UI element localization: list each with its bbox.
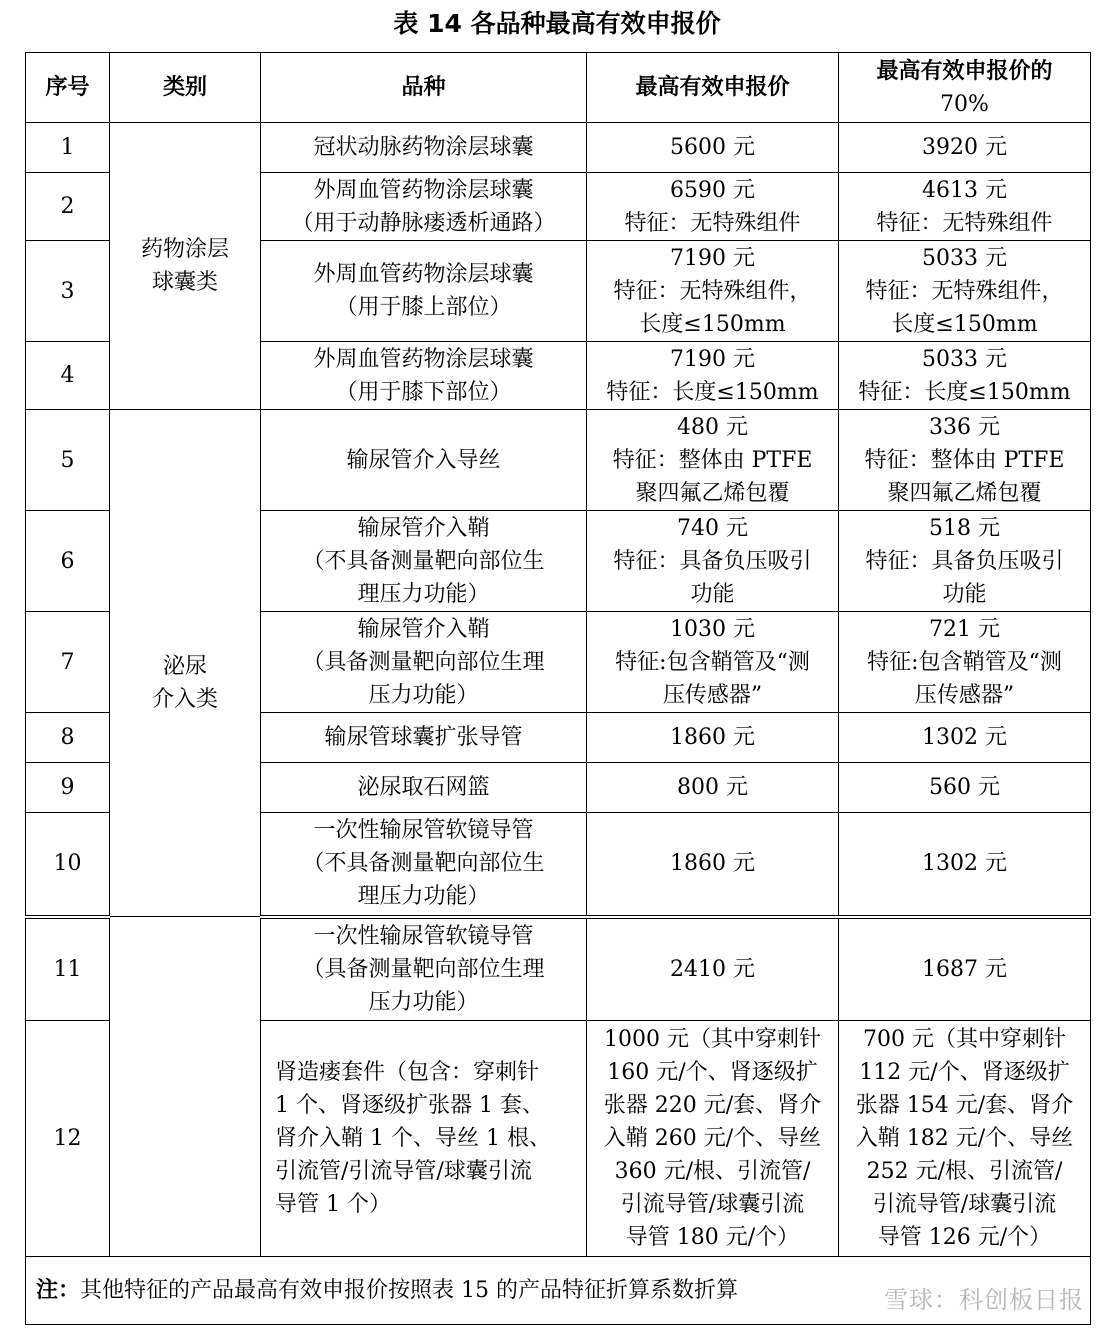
row-variety-line: （不具备测量靶向部位生 <box>302 851 545 877</box>
row-price-line: 特征：长度≤150mm <box>606 379 819 405</box>
category-drug-coated-balloon-line: 药物涂层 <box>140 237 229 262</box>
note-text: 其他特征的产品最高有效申报价按照表 15 的产品特征折算系数折算 <box>80 1278 738 1303</box>
row-price-line: 1860 元 <box>670 851 755 877</box>
watermark: 雪球：科创板日报 <box>884 1286 1084 1314</box>
row-price-line: 长度≤150mm <box>639 311 786 337</box>
row-seq: 9 <box>26 763 110 813</box>
row-price <box>587 410 839 511</box>
row-seq: 1 <box>26 123 110 173</box>
category-empty <box>110 917 261 1257</box>
row-price-line: 入鞘 260 元/个、导丝 <box>603 1126 822 1151</box>
row-price70-line: 5033 元 <box>922 346 1007 372</box>
row-price-line: 1860 元 <box>670 725 755 750</box>
row-price70-line: 336 元 <box>929 414 1000 440</box>
row-variety-line: 外周血管药物涂层球囊 <box>313 346 534 372</box>
row-price <box>587 123 839 173</box>
row-variety-line: 冠状动脉药物涂层球囊 <box>313 135 534 160</box>
row-variety-line: （具备测量靶向部位生理 <box>302 649 545 675</box>
row-price-line: 引流导管/球囊引流 <box>620 1192 805 1217</box>
row-price-line: 1030 元 <box>670 616 755 642</box>
row-variety-line: （具备测量靶向部位生理 <box>302 956 545 982</box>
row-price70-line: 518 元 <box>929 515 1000 541</box>
header-price: 最高有效申报价 <box>587 53 839 123</box>
row-variety <box>261 1021 587 1257</box>
row-variety-line: 外周血管药物涂层球囊 <box>313 177 534 203</box>
category-drug-coated-balloon <box>110 123 261 410</box>
row-price70-line: 1302 元 <box>922 851 1007 877</box>
row-seq: 3 <box>26 241 110 342</box>
row-variety-line: 1 个、肾逐级扩张器 1 套、 <box>275 1093 544 1118</box>
row-price70-line: 特征：具备负压吸引 <box>865 548 1064 574</box>
row-seq: 10 <box>26 813 110 917</box>
row-price-line: 7190 元 <box>670 346 755 372</box>
row-variety <box>261 173 587 241</box>
row-price-line: 7190 元 <box>670 245 755 271</box>
row-price-line: 特征:包含鞘管及“测 <box>615 649 810 675</box>
row-variety <box>261 713 587 763</box>
row-price70 <box>839 173 1091 241</box>
row-price70-line: 导管 126 元/个） <box>877 1225 1052 1250</box>
row-seq: 7 <box>26 612 110 713</box>
row-price-line: 压传感器” <box>662 682 763 708</box>
row-variety-line: 肾造瘘套件（包含：穿刺针 <box>275 1060 540 1085</box>
row-price70 <box>839 713 1091 763</box>
row-variety-line: 肾介入鞘 1 个、导丝 1 根、 <box>275 1126 551 1151</box>
row-price-line: 张器 220 元/套、肾介 <box>603 1093 822 1118</box>
row-seq: 8 <box>26 713 110 763</box>
row-variety <box>261 342 587 410</box>
category-urology-intervention-line: 介入类 <box>151 687 218 712</box>
row-price-line: 360 元/根、引流管/ <box>614 1159 811 1184</box>
row-variety-line: （不具备测量靶向部位生 <box>302 548 545 574</box>
row-price70-line: 721 元 <box>929 616 1000 642</box>
row-price70-line: 252 元/根、引流管/ <box>866 1159 1063 1184</box>
row-price-line: 2410 元 <box>670 956 755 982</box>
row-price70 <box>839 917 1091 1021</box>
row-price70-line: 压传感器” <box>914 682 1015 708</box>
row-seq: 4 <box>26 342 110 410</box>
table-row <box>26 123 1091 173</box>
row-price70-line: 700 元（其中穿刺针 <box>863 1027 1066 1052</box>
row-variety <box>261 813 587 917</box>
table-title: 表 14 各品种最高有效申报价 <box>393 9 721 38</box>
row-price-line: 1000 元（其中穿刺针 <box>604 1027 821 1052</box>
row-variety-line: 一次性输尿管软镜导管 <box>313 818 534 844</box>
note-label: 注： <box>36 1278 81 1303</box>
row-variety-line: 引流管/引流导管/球囊引流 <box>275 1159 532 1184</box>
row-variety-line: （用于膝上部位） <box>335 295 512 320</box>
row-variety <box>261 917 587 1021</box>
row-seq: 12 <box>26 1021 110 1257</box>
row-seq: 6 <box>26 511 110 612</box>
header-category: 类别 <box>110 53 261 123</box>
table-row <box>26 410 1091 511</box>
row-price70 <box>839 241 1091 342</box>
row-variety <box>261 612 587 713</box>
row-variety <box>261 511 587 612</box>
row-price-line: 特征：无特殊组件， <box>613 278 812 304</box>
row-price70-line: 560 元 <box>929 775 1000 800</box>
row-price70-line: 特征：长度≤150mm <box>858 379 1071 405</box>
row-price-line: 特征：具备负压吸引 <box>613 548 812 574</box>
row-price70 <box>839 342 1091 410</box>
row-price-line: 160 元/个、肾逐级扩 <box>607 1060 818 1085</box>
row-variety-line: 外周血管药物涂层球囊 <box>313 262 534 287</box>
row-price70-line: 功能 <box>942 581 987 607</box>
row-price-line: 6590 元 <box>670 177 755 203</box>
row-price70-line: 1687 元 <box>922 956 1007 982</box>
row-price70-line: 入鞘 182 元/个、导丝 <box>855 1126 1074 1151</box>
row-seq: 11 <box>26 917 110 1021</box>
row-price-line: 功能 <box>690 581 735 607</box>
row-price-line: 740 元 <box>677 515 748 541</box>
category-urology-intervention <box>110 410 261 917</box>
row-variety-line: 输尿管介入导丝 <box>346 447 501 473</box>
row-variety-line: 压力功能） <box>368 989 479 1015</box>
row-price70 <box>839 612 1091 713</box>
row-price <box>587 173 839 241</box>
row-price70-line: 112 元/个、肾逐级扩 <box>859 1060 1070 1085</box>
row-price-line: 特征：无特殊组件 <box>624 210 801 236</box>
row-price <box>587 241 839 342</box>
row-price-line: 导管 180 元/个） <box>625 1225 800 1250</box>
row-price70 <box>839 763 1091 813</box>
row-price <box>587 763 839 813</box>
row-price70-line: 5033 元 <box>922 245 1007 271</box>
row-variety-line: 泌尿取石网篮 <box>357 775 490 800</box>
price-table <box>25 52 1091 1325</box>
category-urology-intervention-line: 泌尿 <box>162 654 207 679</box>
row-price-line: 特征：整体由 PTFE <box>612 447 813 473</box>
row-seq: 5 <box>26 410 110 511</box>
row-variety <box>261 410 587 511</box>
row-variety-line: 输尿管介入鞘 <box>357 515 490 541</box>
header-price70: 最高有效申报价的 70% <box>839 53 1091 123</box>
row-seq: 2 <box>26 173 110 241</box>
row-price <box>587 342 839 410</box>
row-price70-line: 张器 154 元/套、肾介 <box>855 1093 1074 1118</box>
row-price-line: 480 元 <box>677 414 748 440</box>
row-price <box>587 713 839 763</box>
row-variety-line: （用于膝下部位） <box>335 379 512 405</box>
row-variety <box>261 241 587 342</box>
row-price70 <box>839 813 1091 917</box>
table-row <box>26 917 1091 1021</box>
header-seq: 序号 <box>26 53 110 123</box>
row-price <box>587 511 839 612</box>
row-price70-line: 特征：无特殊组件 <box>876 210 1053 236</box>
row-variety <box>261 763 587 813</box>
row-variety-line: 输尿管球囊扩张导管 <box>324 725 523 750</box>
row-price70 <box>839 123 1091 173</box>
row-variety-line: 理压力功能） <box>357 884 490 910</box>
row-price <box>587 612 839 713</box>
row-variety-line: 一次性输尿管软镜导管 <box>313 923 534 949</box>
row-price70-line: 3920 元 <box>922 135 1007 160</box>
row-variety-line: 输尿管介入鞘 <box>357 616 490 642</box>
row-variety <box>261 123 587 173</box>
row-price70-line: 聚四氟乙烯包覆 <box>887 480 1042 506</box>
row-price70 <box>839 410 1091 511</box>
row-variety-line: 压力功能） <box>368 682 479 708</box>
row-price70-line: 特征:包含鞘管及“测 <box>867 649 1062 675</box>
row-variety-line: （用于动静脉瘘透析通路） <box>291 210 556 236</box>
row-variety-line: 理压力功能） <box>357 581 490 607</box>
row-price70-line: 1302 元 <box>922 725 1007 750</box>
row-price70-line: 长度≤150mm <box>891 311 1038 337</box>
row-price70-line: 特征：整体由 PTFE <box>864 447 1065 473</box>
row-price70 <box>839 511 1091 612</box>
row-price <box>587 917 839 1021</box>
header-variety: 品种 <box>261 53 587 123</box>
row-price70 <box>839 1021 1091 1257</box>
row-variety-line: 导管 1 个） <box>275 1192 391 1217</box>
row-price70-line: 引流导管/球囊引流 <box>872 1192 1057 1217</box>
row-price <box>587 813 839 917</box>
row-price <box>587 1021 839 1257</box>
row-price-line: 5600 元 <box>670 135 755 160</box>
row-price-line: 800 元 <box>677 775 748 800</box>
category-drug-coated-balloon-line: 球囊类 <box>151 270 218 295</box>
row-price70-line: 4613 元 <box>922 177 1007 203</box>
row-price-line: 聚四氟乙烯包覆 <box>635 480 790 506</box>
row-price70-line: 特征：无特殊组件， <box>865 278 1064 304</box>
